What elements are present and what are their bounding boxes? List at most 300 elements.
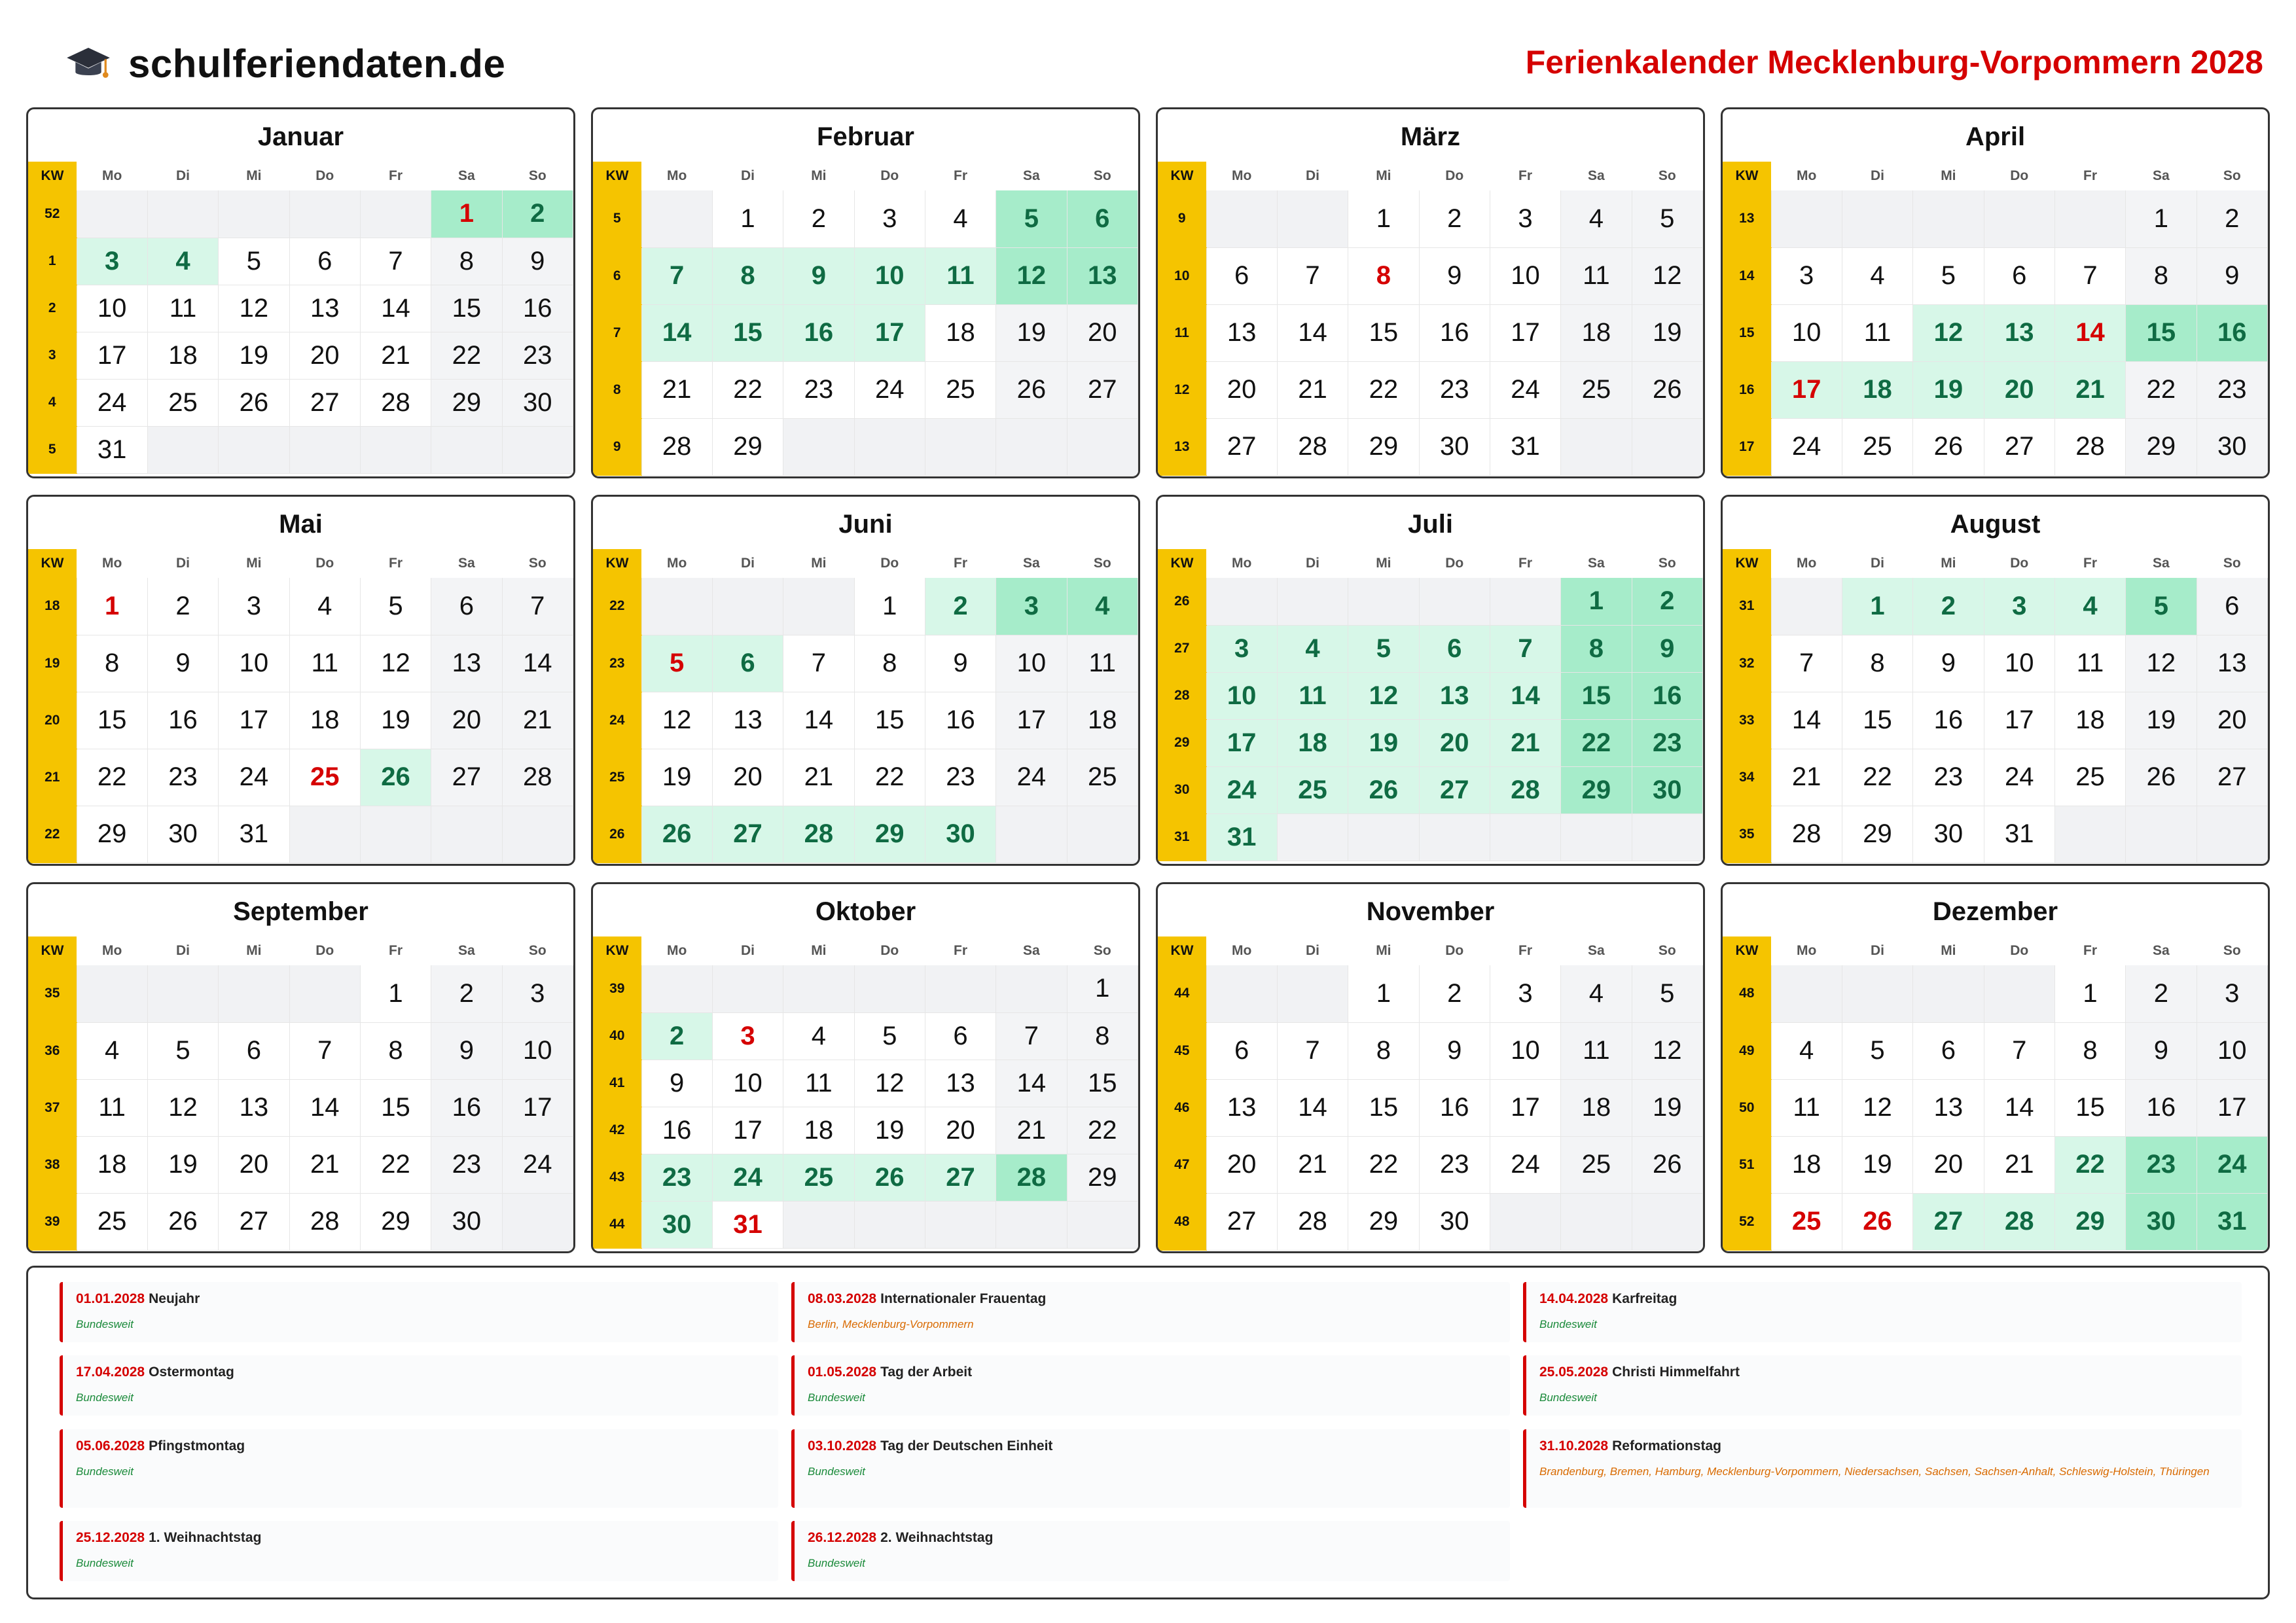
day-cell: 22 (1067, 1107, 1138, 1154)
day-cell: 15 (1348, 304, 1419, 361)
day-cell: 24 (854, 361, 925, 418)
weekday-header: Mo (1797, 943, 1817, 958)
kw-cell: 26 (1158, 578, 1206, 625)
kw-cell: 22 (593, 578, 641, 635)
weekday-header: Mi (246, 168, 262, 183)
kw-header: KW (1158, 162, 1206, 190)
holiday-day-cell: 25 (289, 749, 360, 806)
empty-day-cell (1348, 813, 1419, 861)
empty-day-cell (1771, 578, 1842, 635)
empty-day-cell (1913, 965, 1984, 1022)
week-row (593, 304, 1138, 361)
week-row (1723, 304, 2268, 361)
holiday-line (1539, 1438, 2242, 1454)
month-maerz (1156, 107, 1705, 478)
ferien-day-cell: 16 (783, 304, 854, 361)
day-cell: 6 (1984, 247, 2054, 304)
week-row (593, 749, 1138, 806)
holiday-region: Bundesweit (76, 1465, 134, 1478)
holiday-line (808, 1438, 1510, 1454)
day-cell: 27 (289, 379, 360, 426)
week-row (593, 1154, 1138, 1201)
day-cell: 25 (77, 1193, 147, 1250)
day-cell: 31 (1490, 418, 1560, 475)
ferien-day-cell: 19 (1913, 361, 1984, 418)
holiday-name: Internationaler Frauentag (880, 1291, 1047, 1306)
empty-day-cell (925, 965, 996, 1012)
ferien-day-cell: 23 (1632, 719, 1702, 766)
day-cell: 17 (1490, 1079, 1560, 1136)
week-row (1158, 813, 1703, 861)
ferien-day-cell: 2 (502, 190, 573, 238)
day-cell: 8 (77, 635, 147, 692)
kw-cell: 11 (1158, 304, 1206, 361)
day-cell: 26 (1632, 1136, 1702, 1193)
ferien-day-cell: 2 (925, 578, 996, 635)
ferien-day-cell: 13 (1067, 247, 1138, 304)
weekday-header: Sa (458, 943, 475, 958)
weekday-header: Mo (667, 943, 687, 958)
empty-day-cell (1632, 418, 1702, 475)
empty-day-cell (783, 965, 854, 1012)
kw-header: KW (28, 162, 77, 190)
ferien-day-cell: 8 (712, 247, 783, 304)
day-cell: 24 (1490, 1136, 1560, 1193)
kw-cell: 29 (1158, 719, 1206, 766)
holiday-entry (1523, 1282, 2242, 1342)
page-title: Ferienkalender Mecklenburg-Vorpommern 2028 (1525, 44, 2263, 80)
day-cell: 10 (712, 1060, 783, 1107)
ferien-day-cell: 20 (1419, 719, 1490, 766)
day-cell: 16 (641, 1107, 712, 1154)
month-title: April (1965, 122, 2026, 151)
day-cell: 1 (2054, 965, 2125, 1022)
day-cell: 15 (854, 692, 925, 749)
holiday-day-cell: 17 (1771, 361, 1842, 418)
week-row (1158, 672, 1703, 719)
ferien-day-cell: 21 (1490, 719, 1560, 766)
kw-cell: 31 (1723, 578, 1771, 635)
ferien-day-cell: 30 (1632, 766, 1702, 813)
weekday-header: So (2223, 556, 2241, 571)
empty-day-cell (1419, 578, 1490, 625)
day-cell: 19 (996, 304, 1067, 361)
day-cell: 12 (2126, 635, 2197, 692)
week-row (593, 1012, 1138, 1060)
holiday-line (76, 1291, 778, 1307)
ferien-day-cell: 16 (2197, 304, 2267, 361)
holiday-entry (1523, 1355, 2242, 1416)
day-cell: 7 (289, 1022, 360, 1079)
holiday-entry (1523, 1429, 2242, 1508)
day-cell: 11 (783, 1060, 854, 1107)
week-row (28, 965, 573, 1022)
day-cell: 30 (502, 379, 573, 426)
empty-day-cell (1206, 190, 1277, 247)
kw-cell: 39 (28, 1193, 77, 1250)
week-row (593, 1107, 1138, 1154)
holiday-region: Berlin, Mecklenburg-Vorpommern (808, 1318, 974, 1330)
day-cell: 20 (219, 1136, 289, 1193)
ferien-day-cell: 4 (2054, 578, 2125, 635)
day-cell: 8 (2126, 247, 2197, 304)
kw-cell: 25 (593, 749, 641, 806)
day-cell: 18 (2054, 692, 2125, 749)
kw-cell: 5 (28, 426, 77, 473)
kw-cell: 31 (1158, 813, 1206, 861)
weekday-header: So (2223, 943, 2241, 958)
day-cell: 8 (854, 635, 925, 692)
day-cell: 7 (1277, 1022, 1348, 1079)
kw-cell: 48 (1158, 1193, 1206, 1250)
day-cell: 26 (1913, 418, 1984, 475)
empty-day-cell (712, 965, 783, 1012)
ferien-day-cell: 13 (1984, 304, 2054, 361)
month-januar (26, 107, 575, 478)
day-cell: 17 (77, 332, 147, 379)
week-row (593, 190, 1138, 247)
day-cell: 2 (431, 965, 502, 1022)
day-cell: 12 (219, 285, 289, 332)
day-cell: 12 (1632, 247, 1702, 304)
empty-day-cell (1771, 965, 1842, 1022)
kw-header: KW (28, 549, 77, 578)
day-cell: 10 (219, 635, 289, 692)
month-table (593, 162, 1138, 476)
kw-cell: 35 (28, 965, 77, 1022)
weekday-header: So (1658, 168, 1676, 183)
week-row (1723, 361, 2268, 418)
holiday-line (76, 1530, 778, 1546)
weekday-header: Mo (102, 943, 122, 958)
holiday-region: Bundesweit (76, 1391, 134, 1404)
holiday-region: Bundesweit (1539, 1318, 1597, 1330)
day-cell: 25 (1561, 1136, 1632, 1193)
weekday-header: Fr (2083, 943, 2098, 958)
day-cell: 20 (712, 749, 783, 806)
ferien-day-cell: 30 (2126, 1193, 2197, 1250)
weekday-header: Fr (2083, 168, 2098, 183)
weekday-header: Mi (246, 943, 262, 958)
day-cell: 9 (1419, 247, 1490, 304)
day-cell: 16 (1419, 1079, 1490, 1136)
weekday-header: So (1658, 943, 1676, 958)
ferien-day-cell: 19 (1348, 719, 1419, 766)
day-cell: 27 (219, 1193, 289, 1250)
day-cell: 11 (1561, 247, 1632, 304)
day-cell: 17 (712, 1107, 783, 1154)
holiday-name: Tag der Arbeit (880, 1364, 973, 1380)
day-cell: 7 (996, 1012, 1067, 1060)
kw-cell: 35 (1723, 806, 1771, 863)
week-row (1158, 1079, 1703, 1136)
day-cell: 28 (1277, 1193, 1348, 1250)
day-cell: 9 (431, 1022, 502, 1079)
empty-day-cell (1984, 965, 2054, 1022)
day-cell: 19 (1842, 1136, 1912, 1193)
week-row (28, 806, 573, 863)
weekday-header: Mi (1941, 943, 1956, 958)
empty-day-cell (1277, 813, 1348, 861)
day-cell: 2 (2197, 190, 2267, 247)
holiday-name: Pfingstmontag (149, 1438, 245, 1454)
empty-day-cell (502, 426, 573, 473)
weekday-header: Sa (2153, 168, 2170, 183)
ferien-day-cell: 26 (1348, 766, 1419, 813)
empty-day-cell (147, 965, 218, 1022)
weekday-header: So (528, 556, 547, 571)
day-cell: 21 (1277, 1136, 1348, 1193)
ferien-day-cell: 23 (641, 1154, 712, 1201)
kw-cell: 23 (593, 635, 641, 692)
day-cell: 21 (502, 692, 573, 749)
site-logo[interactable] (65, 41, 505, 86)
holiday-line (808, 1364, 1510, 1380)
ferien-day-cell: 5 (1348, 625, 1419, 672)
weekday-header: Do (1445, 556, 1464, 571)
holiday-line (1539, 1364, 2242, 1380)
empty-day-cell (360, 190, 431, 238)
day-cell: 2 (1419, 190, 1490, 247)
ferien-day-cell: 14 (641, 304, 712, 361)
week-row (1723, 1193, 2268, 1250)
weekday-header: Mo (102, 556, 122, 571)
holiday-name: Tag der Deutschen Einheit (880, 1438, 1053, 1454)
day-cell: 26 (219, 379, 289, 426)
week-row (1723, 247, 2268, 304)
weekday-header: Di (1871, 943, 1885, 958)
kw-cell: 22 (28, 806, 77, 863)
empty-day-cell (1842, 965, 1912, 1022)
week-row (593, 1201, 1138, 1248)
month-table (1158, 162, 1703, 476)
weekday-header: Mo (1797, 168, 1817, 183)
day-cell: 12 (641, 692, 712, 749)
weekday-header: Di (176, 168, 190, 183)
kw-cell: 13 (1723, 190, 1771, 247)
empty-day-cell (1490, 578, 1560, 625)
day-cell: 8 (360, 1022, 431, 1079)
holiday-date: 26.12.2028 (808, 1530, 877, 1545)
day-cell: 17 (219, 692, 289, 749)
day-cell: 4 (1561, 965, 1632, 1022)
weekday-header: Sa (2153, 556, 2170, 571)
kw-cell: 27 (1158, 625, 1206, 672)
day-cell: 7 (2054, 247, 2125, 304)
week-row (1158, 719, 1703, 766)
kw-cell: 44 (593, 1201, 641, 1248)
day-cell: 5 (219, 238, 289, 285)
empty-day-cell (1348, 578, 1419, 625)
ferien-day-cell: 7 (1490, 625, 1560, 672)
ferien-day-cell: 23 (2126, 1136, 2197, 1193)
holiday-legend (26, 1266, 2270, 1599)
holiday-region: Bundesweit (1539, 1391, 1597, 1404)
week-row (593, 578, 1138, 635)
week-row (28, 238, 573, 285)
calendar-grid (26, 107, 2270, 1253)
day-cell: 31 (77, 426, 147, 473)
ferien-day-cell: 3 (1984, 578, 2054, 635)
ferien-day-cell: 9 (783, 247, 854, 304)
day-cell: 1 (2126, 190, 2197, 247)
ferien-day-cell: 17 (854, 304, 925, 361)
week-row (1723, 1136, 2268, 1193)
day-cell: 18 (1561, 304, 1632, 361)
day-cell: 4 (1842, 247, 1912, 304)
weekday-header: Fr (1518, 168, 1533, 183)
weekday-header: Fr (954, 168, 968, 183)
kw-cell: 38 (28, 1136, 77, 1193)
weekday-header: Do (2010, 943, 2029, 958)
week-row (28, 692, 573, 749)
weekday-header: Mo (1232, 556, 1252, 571)
week-row (28, 635, 573, 692)
day-cell: 10 (1490, 247, 1560, 304)
day-cell: 6 (289, 238, 360, 285)
day-cell: 20 (431, 692, 502, 749)
month-title: Dezember (1932, 897, 2058, 926)
day-cell: 5 (1913, 247, 1984, 304)
day-cell: 15 (431, 285, 502, 332)
day-cell: 20 (1913, 1136, 1984, 1193)
holiday-name: Neujahr (149, 1291, 200, 1306)
kw-cell: 1 (28, 238, 77, 285)
day-cell: 7 (1984, 1022, 2054, 1079)
week-row (1158, 190, 1703, 247)
kw-header: KW (593, 549, 641, 578)
month-table (1723, 936, 2268, 1251)
day-cell: 27 (1067, 361, 1138, 418)
week-row (28, 190, 573, 238)
kw-cell: 13 (1158, 418, 1206, 475)
day-cell: 17 (2197, 1079, 2267, 1136)
weekday-header: So (528, 168, 547, 183)
ferien-day-cell: 2 (1913, 578, 1984, 635)
ferien-day-cell: 5 (2126, 578, 2197, 635)
kw-cell: 44 (1158, 965, 1206, 1022)
holiday-date: 03.10.2028 (808, 1438, 877, 1454)
holiday-name: Ostermontag (149, 1364, 234, 1380)
week-row (28, 578, 573, 635)
ferien-day-cell: 12 (996, 247, 1067, 304)
weekday-header: Mi (1941, 556, 1956, 571)
day-cell: 4 (1561, 190, 1632, 247)
day-cell: 14 (996, 1060, 1067, 1107)
ferien-day-cell: 12 (1913, 304, 1984, 361)
ferien-day-cell: 31 (2197, 1193, 2267, 1250)
day-cell: 4 (783, 1012, 854, 1060)
day-cell: 12 (854, 1060, 925, 1107)
kw-header: KW (1723, 162, 1771, 190)
week-row (593, 1060, 1138, 1107)
day-cell: 1 (1067, 965, 1138, 1012)
day-cell: 22 (2126, 361, 2197, 418)
ferien-day-cell: 16 (1632, 672, 1702, 719)
day-cell: 12 (360, 635, 431, 692)
ferien-day-cell: 27 (1419, 766, 1490, 813)
holiday-day-cell: 14 (2054, 304, 2125, 361)
day-cell: 3 (1771, 247, 1842, 304)
empty-day-cell (289, 806, 360, 863)
day-cell: 18 (289, 692, 360, 749)
day-cell: 19 (641, 749, 712, 806)
kw-cell: 18 (28, 578, 77, 635)
weekday-header: Do (880, 556, 899, 571)
weekday-header: Mi (811, 556, 827, 571)
day-cell: 28 (289, 1193, 360, 1250)
empty-day-cell (219, 426, 289, 473)
day-cell: 17 (1490, 304, 1560, 361)
weekday-header: Mi (1941, 168, 1956, 183)
kw-cell: 52 (1723, 1193, 1771, 1250)
day-cell: 4 (925, 190, 996, 247)
empty-day-cell (2126, 806, 2197, 863)
empty-day-cell (1490, 813, 1560, 861)
ferien-day-cell: 7 (641, 247, 712, 304)
day-cell: 1 (854, 578, 925, 635)
ferien-day-cell: 3 (1206, 625, 1277, 672)
day-cell: 8 (1348, 1022, 1419, 1079)
empty-day-cell (219, 965, 289, 1022)
day-cell: 1 (1348, 190, 1419, 247)
kw-cell: 19 (28, 635, 77, 692)
week-row (593, 692, 1138, 749)
kw-cell: 17 (1723, 418, 1771, 475)
week-row (28, 379, 573, 426)
ferien-day-cell: 31 (1206, 813, 1277, 861)
day-cell: 5 (1842, 1022, 1912, 1079)
month-table (593, 936, 1138, 1249)
day-cell: 11 (77, 1079, 147, 1136)
page-header (26, 34, 2270, 99)
ferien-day-cell: 8 (1561, 625, 1632, 672)
kw-header: KW (593, 936, 641, 965)
empty-day-cell (360, 426, 431, 473)
day-cell: 21 (1984, 1136, 2054, 1193)
day-cell: 3 (502, 965, 573, 1022)
ferien-day-cell: 24 (2197, 1136, 2267, 1193)
day-cell: 16 (502, 285, 573, 332)
kw-cell: 30 (1158, 766, 1206, 813)
ferien-day-cell: 4 (147, 238, 218, 285)
month-table (1723, 549, 2268, 863)
day-cell: 5 (360, 578, 431, 635)
day-cell: 7 (1771, 635, 1842, 692)
ferien-day-cell: 24 (1206, 766, 1277, 813)
day-cell: 8 (1842, 635, 1912, 692)
day-cell: 29 (1348, 1193, 1419, 1250)
kw-cell: 6 (593, 247, 641, 304)
kw-cell: 41 (593, 1060, 641, 1107)
empty-day-cell (1067, 418, 1138, 475)
weekday-header: Fr (1518, 556, 1533, 571)
week-row (1723, 806, 2268, 863)
ferien-day-cell: 15 (2126, 304, 2197, 361)
empty-day-cell (996, 806, 1067, 863)
weekday-header: So (528, 943, 547, 958)
weekday-header: Mi (811, 943, 827, 958)
ferien-day-cell: 6 (712, 635, 783, 692)
kw-header: KW (1158, 936, 1206, 965)
empty-day-cell (712, 578, 783, 635)
ferien-day-cell: 11 (925, 247, 996, 304)
day-cell: 4 (289, 578, 360, 635)
day-cell: 28 (1771, 806, 1842, 863)
day-cell: 21 (360, 332, 431, 379)
day-cell: 28 (360, 379, 431, 426)
day-cell: 25 (1067, 749, 1138, 806)
